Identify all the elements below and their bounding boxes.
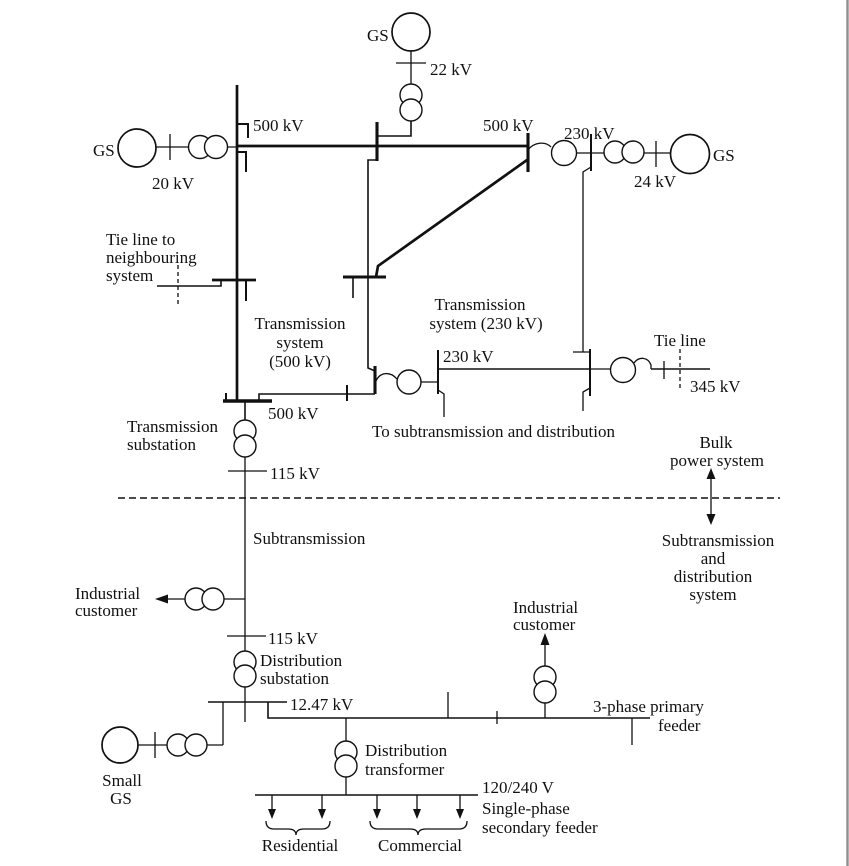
transformer-icon — [185, 734, 207, 756]
voltage-label: 345 kV — [690, 377, 741, 396]
small-gs-label: Small — [102, 771, 142, 790]
subtransmission-label: Subtransmission — [253, 529, 366, 548]
generator-label: GS — [367, 26, 389, 45]
substation-label: Transmission — [127, 417, 219, 436]
sub-dist-system-label: distribution — [673, 567, 753, 586]
transmission-230kv-network — [376, 167, 710, 417]
secondary-feeder-label: secondary feeder — [482, 818, 598, 837]
voltage-label: 115 kV — [270, 464, 320, 483]
arrow-down-icon — [373, 809, 381, 819]
arrow-down-icon — [456, 809, 464, 819]
distribution-transformer-label: Distribution — [365, 741, 448, 760]
distribution-transformer-label: transformer — [365, 760, 445, 779]
line-500kv-to-bus5 — [368, 277, 375, 371]
autotransformer-icon — [552, 141, 577, 166]
transformer-icon — [335, 755, 357, 777]
primary-feeder-label: 3-phase primary — [593, 697, 704, 716]
arrow-down-icon — [268, 809, 276, 819]
transformer-icon — [400, 99, 422, 121]
voltage-label: 120/240 V — [482, 778, 554, 797]
voltage-label: 20 kV — [152, 174, 195, 193]
substation-label: substation — [260, 669, 329, 688]
autotransformer-icon — [397, 370, 421, 394]
breaker-hook-icon — [237, 152, 246, 172]
lead-curve — [528, 143, 551, 150]
arrow-down-icon — [318, 809, 326, 819]
industrial-customer-label: customer — [513, 615, 576, 634]
tie-neighbour-label: neighbouring — [106, 248, 197, 267]
industrial-customer-label: customer — [75, 601, 138, 620]
tie-neighbour-label: Tie line to — [106, 230, 176, 249]
bus-voltage-label: 500 kV — [483, 116, 534, 135]
line-230kv-vertical — [583, 167, 591, 352]
transformer-icon — [205, 136, 228, 159]
transformer-icon — [622, 141, 644, 163]
voltage-label: 24 kV — [634, 172, 677, 191]
arrow-down-icon — [413, 809, 421, 819]
system-500-label: Transmission — [254, 314, 346, 333]
autotransformer-icon — [611, 358, 636, 383]
substation-label: substation — [127, 435, 196, 454]
system-230-label: system (230 kV) — [429, 314, 543, 333]
bulk-system-label: Bulk — [699, 433, 733, 452]
bulk-system-label: power system — [670, 451, 764, 470]
transformer-icon — [534, 681, 556, 703]
generator-icon — [671, 135, 710, 174]
commercial-label: Commercial — [377, 836, 463, 855]
labels — [75, 26, 775, 855]
bus-voltage-label: 230 kV — [443, 347, 494, 366]
industrial-customer-label: Industrial — [75, 584, 141, 603]
breaker-hook-icon — [237, 124, 248, 138]
generator-left-unit — [118, 129, 237, 167]
substation-label: Distribution — [260, 651, 343, 670]
sub-dist-system-label: and — [700, 549, 726, 568]
transformer-icon — [234, 665, 256, 687]
primary-feeder-label: feeder — [658, 716, 701, 735]
generator-label: GS — [713, 146, 735, 165]
line-500kv-middle-vertical — [368, 160, 377, 277]
drop-to-subtransmission — [438, 390, 444, 417]
system-boundary — [118, 468, 780, 525]
system-500-label: system — [276, 333, 324, 352]
to-subtransmission-label: To subtransmission and distribution — [372, 422, 615, 441]
residential-label: Residential — [261, 836, 339, 855]
arrow-up-icon — [541, 633, 550, 645]
load-arrows — [268, 795, 464, 819]
industrial-customer-label: Industrial — [513, 598, 579, 617]
drop-to-subtransmission — [583, 388, 590, 411]
bus-voltage-label: 500 kV — [268, 404, 319, 423]
sub-dist-system-label: system — [689, 585, 737, 604]
system-500-label: (500 kV) — [269, 352, 331, 371]
tie-line-label: Tie line — [654, 331, 706, 350]
sub-dist-system-label: Subtransmission — [661, 531, 775, 550]
voltage-label: 115 kV — [268, 629, 318, 648]
line-500kv-bottom — [259, 394, 375, 401]
small-gs-label: GS — [110, 789, 132, 808]
transformer-icon — [234, 435, 256, 457]
generator-label: GS — [93, 141, 115, 160]
bus-voltage-label: 500 kV — [253, 116, 304, 135]
arrow-left-icon — [155, 595, 168, 604]
voltage-label: 22 kV — [430, 60, 473, 79]
generator-right-unit — [528, 134, 710, 174]
secondary-feeder-label: Single-phase — [482, 799, 570, 818]
generator-icon — [102, 727, 138, 763]
system-230-label: Transmission — [434, 295, 526, 314]
brace-residential-icon — [266, 821, 330, 835]
lead-curve — [634, 358, 651, 369]
arrow-down-icon — [707, 514, 716, 525]
lead-line — [378, 121, 411, 136]
line-500kv-diagonal — [376, 160, 527, 277]
generator-icon — [118, 129, 156, 167]
bus-voltage-label: 230 kV — [564, 124, 615, 143]
generator-icon — [392, 13, 430, 51]
voltage-label: 12.47 kV — [290, 695, 354, 714]
tie-neighbour-label: system — [106, 266, 154, 285]
lead-curve — [376, 374, 397, 381]
brace-commercial-icon — [370, 821, 467, 835]
transformer-icon — [202, 588, 224, 610]
